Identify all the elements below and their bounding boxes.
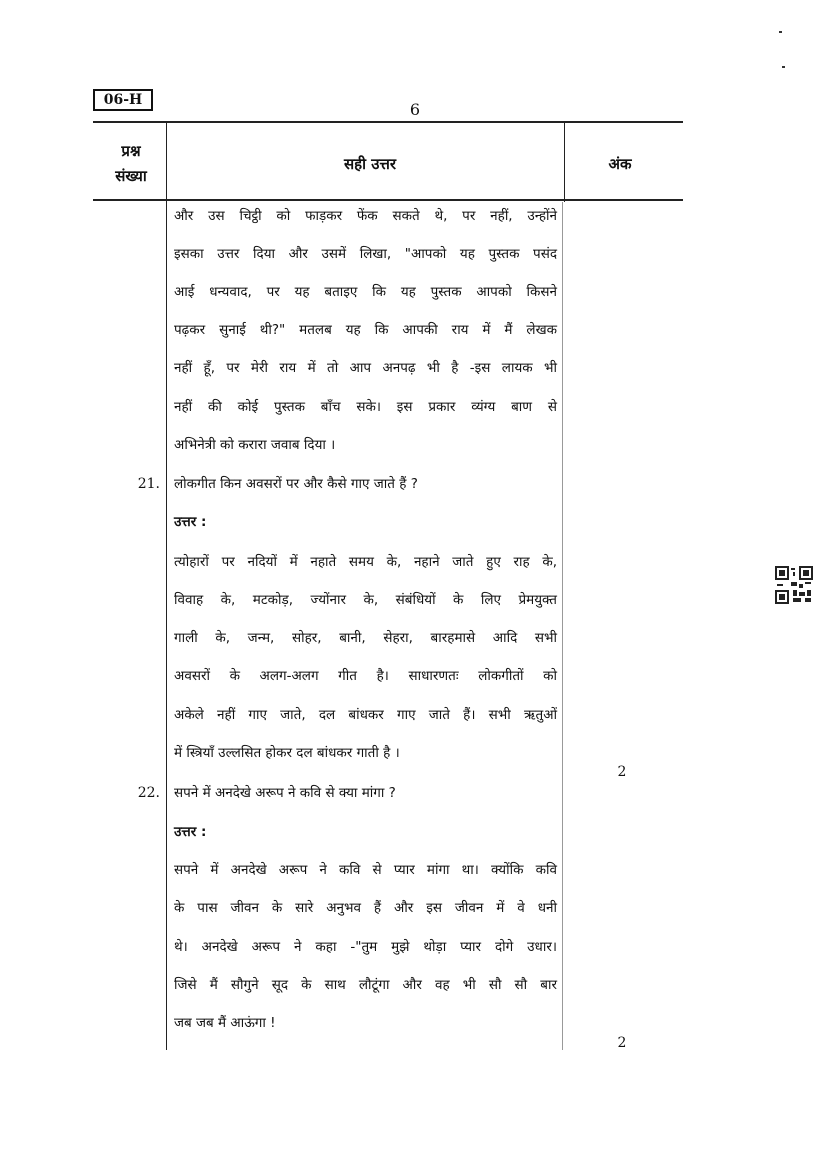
answer-line: नहीं की कोई पुस्तक बाँच सके। इस प्रकार व्यंग्य बाण से bbox=[174, 399, 557, 415]
header-question-number-line2: संख्या bbox=[115, 167, 147, 185]
question-text: लोकगीत किन अवसरों पर और कैसे गाए जाते हैं ? bbox=[174, 476, 418, 492]
table-header-rule bbox=[93, 199, 683, 201]
column-divider-marks-lower bbox=[562, 202, 563, 1050]
answer-line: सपने में अनदेखे अरूप ने कवि से प्यार मांगा था। क्योंकि कवि bbox=[174, 862, 557, 878]
answer-line: नहीं हूँ, पर मेरी राय में तो आप अनपढ़ भी है -इस लायक भी bbox=[174, 360, 557, 376]
answer-line: आई धन्यवाद, पर यह बताइए कि यह पुस्तक आपको किसने bbox=[174, 284, 557, 300]
header-marks: अंक bbox=[608, 155, 632, 173]
answer-line: जिसे मैं सौगुने सूद के साथ लौटूंगा और वह भी सौ सौ बार bbox=[174, 977, 557, 993]
question-number: 21. bbox=[137, 476, 160, 492]
answer-line: जब जब मैं आऊंगा ! bbox=[174, 1015, 276, 1031]
scan-speck bbox=[782, 66, 785, 68]
marks-value: 2 bbox=[617, 764, 627, 780]
answer-line: अवसरों के अलग-अलग गीत है। साधारणतः लोकगीतों को bbox=[174, 668, 557, 684]
answer-line: थे। अनदेखे अरूप ने कहा -"तुम मुझे थोड़ा प्यार दोगे उधार। bbox=[174, 939, 557, 955]
answer-line: और उस चिट्ठी को फाड़कर फेंक सकते थे, पर नहीं, उन्होंने bbox=[174, 208, 557, 224]
answer-line: गाली के, जन्म, सोहर, बानी, सेहरा, बारहमासे आदि सभी bbox=[174, 630, 557, 646]
answer-line: त्योहारों पर नदियों में नहाते समय के, नहाने जाते हुए राह के, bbox=[174, 554, 557, 570]
header-question-number-line1: प्रश्न bbox=[121, 142, 141, 160]
marks-value: 2 bbox=[617, 1035, 627, 1051]
answer-label: उत्तर : bbox=[174, 824, 207, 840]
answer-line: अकेले नहीं गाए जाते, दल बांधकर गाए जाते हैं। सभी ऋतुओं bbox=[174, 707, 557, 723]
table-top-rule bbox=[93, 121, 683, 123]
answer-line: पढ़कर सुनाई थी?" मतलब यह कि आपकी राय में मैं लेखक bbox=[174, 322, 557, 338]
column-divider-question bbox=[166, 122, 167, 1050]
question-number: 22. bbox=[137, 785, 160, 801]
answer-line: अभिनेत्री को करारा जवाब दिया । bbox=[174, 437, 336, 453]
scan-speck bbox=[779, 31, 782, 33]
answer-line: के पास जीवन के सारे अनुभव हैं और इस जीवन में वे धनी bbox=[174, 900, 557, 916]
paper-code: 06-H bbox=[93, 89, 153, 111]
page-number: 6 bbox=[409, 100, 421, 119]
question-text: सपने में अनदेखे अरूप ने कवि से क्या मांगा ? bbox=[174, 785, 396, 801]
answer-line: इसका उत्तर दिया और उसमें लिखा, "आपको यह पुस्तक पसंद bbox=[174, 246, 557, 262]
column-divider-marks bbox=[564, 122, 565, 202]
answer-line: विवाह के, मटकोड़, ज्योंनार के, संबंधियों के लिए प्रेमयुक्त bbox=[174, 592, 557, 608]
header-correct-answer: सही उत्तर bbox=[344, 155, 396, 173]
qr-code-icon bbox=[775, 566, 813, 604]
answer-label: उत्तर : bbox=[174, 514, 207, 530]
answer-line: में स्त्रियाँ उल्लसित होकर दल बांधकर गाती है । bbox=[174, 745, 400, 761]
